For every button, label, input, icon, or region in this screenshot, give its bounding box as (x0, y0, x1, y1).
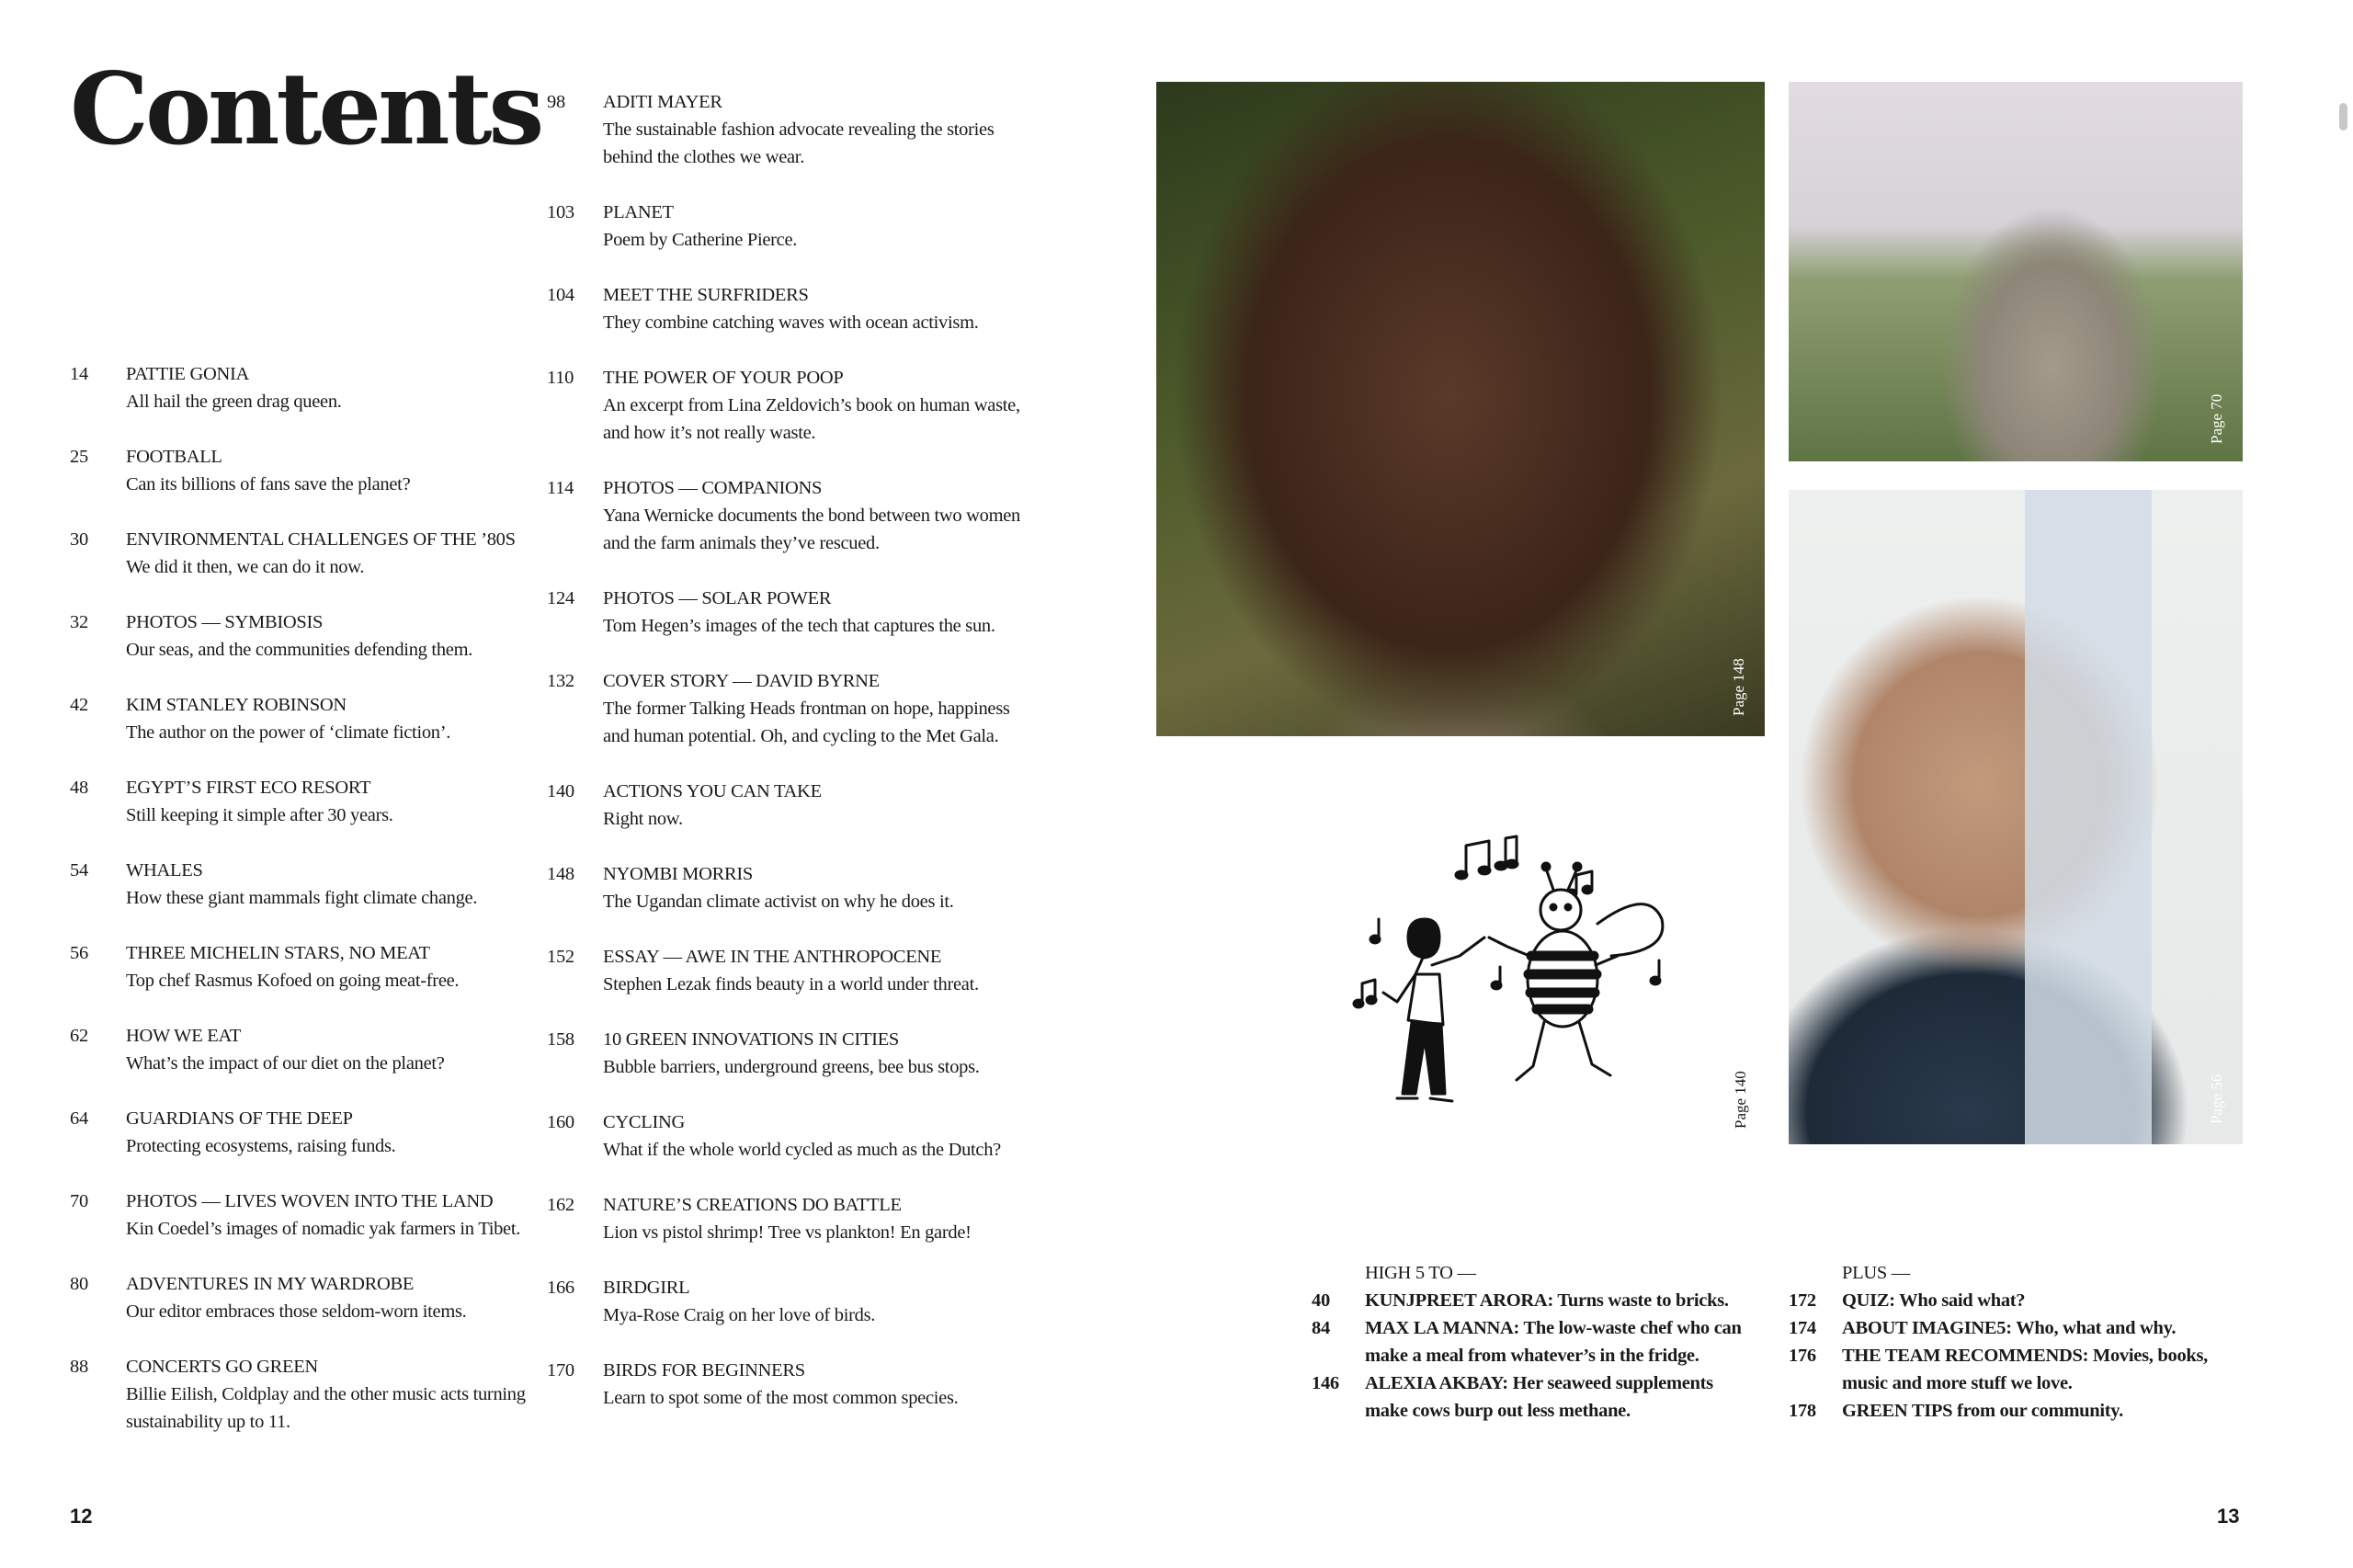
contents-entry[interactable] (70, 857, 548, 912)
entry-description: Kin Coedel’s images of nomadic yak farmers in Tibet. (126, 1219, 521, 1239)
entry-heading: FOOTBALL (126, 447, 222, 467)
contents-entry[interactable] (547, 778, 1025, 833)
entry-page-number: 62 (70, 1026, 88, 1046)
entry-description: Can its billions of fans save the planet? (126, 474, 411, 494)
item-page-number: 146 (1312, 1373, 1339, 1393)
contents-column-middle (547, 88, 1025, 1439)
contents-entry[interactable] (547, 1357, 1025, 1412)
contents-entry[interactable] (547, 1274, 1025, 1329)
scrollbar-thumb[interactable] (2339, 103, 2347, 131)
entry-heading: ACTIONS YOU CAN TAKE (603, 781, 822, 801)
entry-heading: MEET THE SURFRIDERS (603, 285, 809, 305)
entry-page-number: 104 (547, 285, 574, 305)
contents-entry[interactable] (70, 1022, 548, 1077)
entry-description: Protecting ecosystems, raising funds. (126, 1136, 396, 1156)
contents-entry[interactable] (70, 443, 548, 498)
entry-description: The sustainable fashion advocate revealing the stories behind the clothes we wear. (603, 119, 995, 167)
entry-page-number: 110 (547, 368, 574, 388)
entry-heading: PHOTOS — SYMBIOSIS (126, 612, 324, 632)
entry-description: Billie Eilish, Coldplay and the other music acts turning sustainability up to 11. (126, 1384, 526, 1432)
contents-entry[interactable] (70, 774, 548, 829)
item-text: KUNJPREET ARORA: Turns waste to bricks. (1365, 1290, 1729, 1311)
contents-entry[interactable] (70, 691, 548, 746)
entry-description: Still keeping it simple after 30 years. (126, 805, 393, 825)
entry-heading: THE POWER OF YOUR POOP (603, 368, 844, 388)
contents-entry[interactable] (70, 1105, 548, 1160)
item-page-number: 40 (1312, 1290, 1330, 1311)
entry-description: Our seas, and the communities defending them. (126, 640, 473, 660)
entry-heading: BIRDS FOR BEGINNERS (603, 1360, 805, 1381)
entry-page-number: 140 (547, 781, 574, 801)
entry-description: Poem by Catherine Pierce. (603, 230, 798, 250)
item-text: GREEN TIPS from our community. (1842, 1401, 2123, 1421)
entry-page-number: 103 (547, 202, 574, 222)
contents-entry[interactable] (70, 608, 548, 664)
illustration-caption: Page 140 (1732, 1071, 1749, 1129)
entry-heading: PHOTOS — SOLAR POWER (603, 588, 832, 608)
entry-heading: CONCERTS GO GREEN (126, 1357, 318, 1377)
entry-page-number: 14 (70, 364, 88, 384)
contents-entry[interactable] (70, 1270, 548, 1325)
entry-description: What’s the impact of our diet on the planet? (126, 1053, 445, 1074)
item-page-number: 84 (1312, 1318, 1330, 1338)
entry-page-number: 30 (70, 529, 88, 550)
entry-heading: WHALES (126, 860, 203, 881)
contents-entry[interactable] (547, 199, 1025, 254)
entry-description: The Ugandan climate activist on why he does it. (603, 892, 954, 912)
list-item[interactable] (1312, 1369, 1744, 1425)
entry-description: We did it then, we can do it now. (126, 557, 365, 577)
contents-entry[interactable] (547, 860, 1025, 915)
list-item[interactable] (1789, 1397, 2221, 1425)
entry-page-number: 166 (547, 1278, 574, 1298)
entry-page-number: 158 (547, 1029, 574, 1050)
high5-title: HIGH 5 TO — (1365, 1263, 1476, 1283)
entry-page-number: 170 (547, 1360, 574, 1381)
item-text: THE TEAM RECOMMENDS: Movies, books, music and more stuff we love. (1842, 1346, 2209, 1393)
entry-heading: THREE MICHELIN STARS, NO MEAT (126, 943, 430, 963)
entry-description: Lion vs pistol shrimp! Tree vs plankton! En garde! (603, 1222, 972, 1243)
dancing-woman-and-bee-illustration (1351, 818, 1682, 1131)
entry-description: Right now. (603, 809, 683, 829)
entry-heading: NYOMBI MORRIS (603, 864, 753, 884)
entry-page-number: 25 (70, 447, 88, 467)
contents-entry[interactable] (547, 281, 1025, 336)
list-item[interactable] (1789, 1314, 2221, 1342)
contents-entry[interactable] (70, 939, 548, 994)
entry-page-number: 54 (70, 860, 88, 881)
page-number-left: 12 (70, 1505, 93, 1528)
photo-woman-yarn (1789, 82, 2243, 461)
entry-page-number: 114 (547, 478, 574, 498)
item-page-number: 172 (1789, 1290, 1816, 1311)
entry-heading: ENVIRONMENTAL CHALLENGES OF THE ’80S (126, 529, 516, 550)
photo-man-with-glass (1789, 490, 2243, 1144)
contents-entry[interactable] (70, 1187, 548, 1243)
item-page-number: 174 (1789, 1318, 1816, 1338)
entry-page-number: 32 (70, 612, 88, 632)
entry-page-number: 152 (547, 947, 574, 967)
plus-title: PLUS — (1842, 1263, 1910, 1283)
entry-description: Tom Hegen’s images of the tech that captures the sun. (603, 616, 995, 636)
entry-heading: 10 GREEN INNOVATIONS IN CITIES (603, 1029, 900, 1050)
entry-description: Yana Wernicke documents the bond between two women and the farm animals they’ve rescued. (603, 506, 1020, 553)
entry-page-number: 64 (70, 1108, 88, 1129)
contents-entry[interactable] (547, 667, 1025, 750)
entry-description: All hail the green drag queen. (126, 392, 342, 412)
list-item[interactable] (1789, 1287, 2221, 1314)
entry-page-number: 70 (70, 1191, 88, 1211)
entry-heading: CYCLING (603, 1112, 686, 1132)
plus-list (1789, 1259, 2221, 1425)
portrait-photo-nyombi-morris (1156, 82, 1765, 736)
entry-page-number: 56 (70, 943, 88, 963)
list-item[interactable] (1789, 1342, 2221, 1397)
entry-heading: COVER STORY — DAVID BYRNE (603, 671, 880, 691)
item-page-number: 176 (1789, 1346, 1816, 1366)
entry-heading: EGYPT’S FIRST ECO RESORT (126, 778, 371, 798)
entry-heading: PATTIE GONIA (126, 364, 250, 384)
entry-description: How these giant mammals fight climate change. (126, 888, 478, 908)
entry-page-number: 148 (547, 864, 574, 884)
entry-page-number: 124 (547, 588, 574, 608)
entry-description: The author on the power of ‘climate fiction’. (126, 722, 451, 743)
contents-entry[interactable] (70, 526, 548, 581)
contents-entry[interactable] (547, 1026, 1025, 1081)
entry-description: Stephen Lezak finds beauty in a world under threat. (603, 974, 979, 994)
contents-column-left (70, 360, 548, 1463)
photo-caption: Page 56 (2208, 1074, 2225, 1124)
contents-entry[interactable] (547, 1191, 1025, 1246)
item-text: QUIZ: Who said what? (1842, 1290, 2026, 1311)
list-item[interactable] (1312, 1287, 1744, 1314)
entry-heading: PHOTOS — LIVES WOVEN INTO THE LAND (126, 1191, 494, 1211)
page-title: Contents (70, 51, 541, 167)
entry-description: Learn to spot some of the most common species. (603, 1388, 959, 1408)
entry-heading: NATURE’S CREATIONS DO BATTLE (603, 1195, 902, 1215)
entry-page-number: 162 (547, 1195, 574, 1215)
list-item[interactable] (1312, 1314, 1744, 1369)
entry-page-number: 42 (70, 695, 88, 715)
contents-entry[interactable] (547, 943, 1025, 998)
contents-entry[interactable] (547, 474, 1025, 557)
page-number-right: 13 (2217, 1505, 2240, 1528)
photo-caption: Page 70 (2208, 393, 2225, 444)
entry-description: What if the whole world cycled as much as the Dutch? (603, 1140, 1001, 1160)
item-text: ALEXIA AKBAY: Her seaweed supplements make cows burp out less methane. (1365, 1373, 1713, 1421)
contents-entry[interactable] (70, 360, 548, 415)
entry-description: Our editor embraces those seldom-worn items. (126, 1301, 467, 1322)
high5-list (1312, 1259, 1744, 1425)
contents-entry[interactable] (547, 1108, 1025, 1164)
entry-description: Top chef Rasmus Kofoed on going meat-free. (126, 971, 460, 991)
photo-caption: Page 148 (1730, 658, 1747, 716)
entry-description: Bubble barriers, underground greens, bee bus stops. (603, 1057, 980, 1077)
contents-entry[interactable] (547, 364, 1025, 447)
item-text: ABOUT IMAGINE5: Who, what and why. (1842, 1318, 2177, 1338)
entry-heading: ADVENTURES IN MY WARDROBE (126, 1274, 415, 1294)
entry-description: Mya-Rose Craig on her love of birds. (603, 1305, 876, 1325)
entry-description: An excerpt from Lina Zeldovich’s book on human waste, and how it’s not really waste. (603, 395, 1020, 443)
item-page-number: 178 (1789, 1401, 1816, 1421)
entry-page-number: 160 (547, 1112, 574, 1132)
entry-heading: PLANET (603, 202, 674, 222)
entry-page-number: 80 (70, 1274, 88, 1294)
entry-page-number: 88 (70, 1357, 88, 1377)
entry-heading: ADITI MAYER (603, 92, 722, 112)
entry-page-number: 132 (547, 671, 574, 691)
entry-description: They combine catching waves with ocean activism. (603, 312, 979, 333)
contents-entry[interactable] (547, 585, 1025, 640)
entry-description: The former Talking Heads frontman on hope, happiness and human potential. Oh, and cycling to the Met Gala. (603, 699, 1010, 746)
entry-page-number: 98 (547, 92, 565, 112)
entry-heading: HOW WE EAT (126, 1026, 241, 1046)
entry-heading: ESSAY — AWE IN THE ANTHROPOCENE (603, 947, 942, 967)
entry-heading: PHOTOS — COMPANIONS (603, 478, 823, 498)
entry-heading: KIM STANLEY ROBINSON (126, 695, 347, 715)
contents-entry[interactable] (70, 1353, 548, 1436)
item-text: MAX LA MANNA: The low-waste chef who can make a meal from whatever’s in the fridge. (1365, 1318, 1742, 1366)
entry-heading: GUARDIANS OF THE DEEP (126, 1108, 353, 1129)
entry-page-number: 48 (70, 778, 88, 798)
entry-heading: BIRDGIRL (603, 1278, 690, 1298)
contents-entry[interactable] (547, 88, 1025, 171)
